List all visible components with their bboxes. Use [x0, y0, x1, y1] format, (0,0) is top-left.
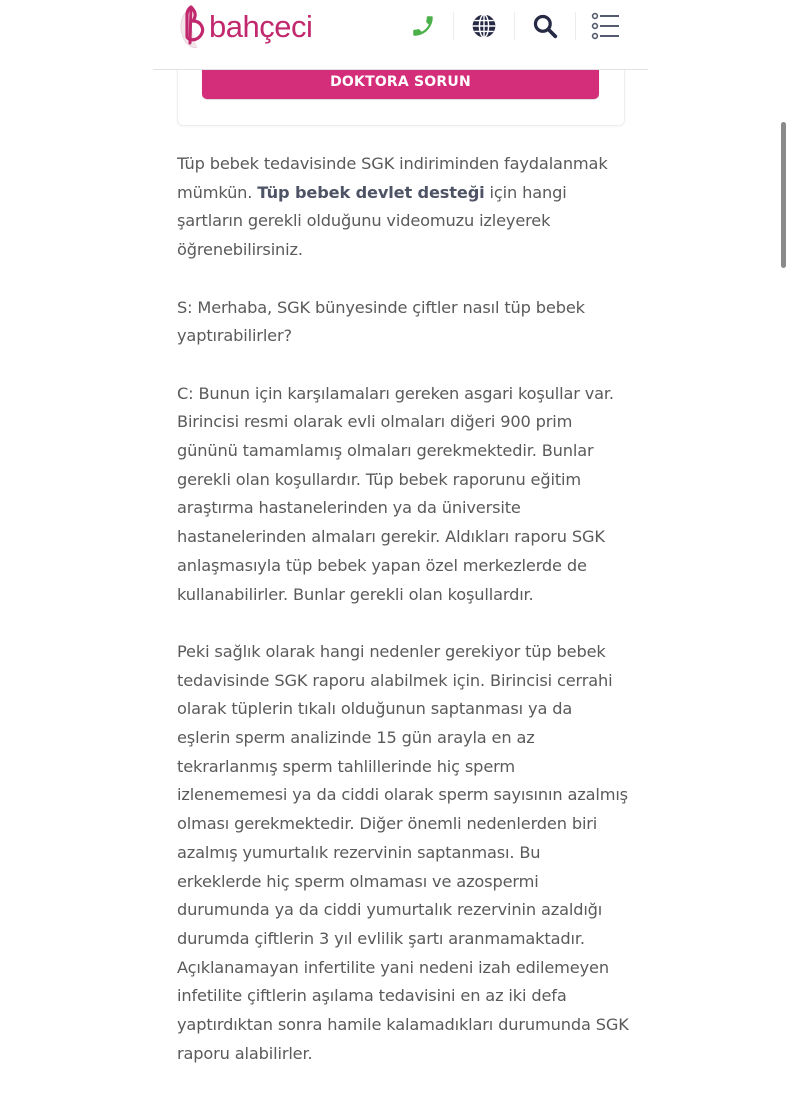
header-actions [403, 6, 626, 46]
phone-button[interactable] [403, 6, 443, 46]
article-paragraph: Peki sağlık olarak hangi nedenler gerekiyor tüp bebek tedavisinde SGK raporu alabilmek için. Birincisi cerrahi olarak tüplerin tıkalı olduğunun saptanması ya da eşlerin sperm analizinde 15 gün arayla en az tekrarlanmış sperm tahlillerinde hiç sperm izlenememesi ya da ciddi olarak sperm sayısının azalmış olması gerekmektedir. Diğer önemli nedenlerden biri azalmış yumurtalık rezervinin saptanması. Bu erkeklerde hiç sperm olmaması ve azospermi durumunda ya da ciddi yumurtalık rezervinin azaldığı durumda çiftlerin 3 yıl evlilik şartı aranmamaktadır. Açıklanamayan infertilite yani nedeni izah edilemeyen infetilite çiftlerin aşılama tedavisini en az iki defa yaptırdıktan sonra hamile kalamadıkları durumunda SGK raporu alabilirler. [177, 641, 629, 1063]
article-body [177, 150, 629, 1097]
paragraph-text: Tüp bebek tedavisinde SGK indiriminden faydalanmak mümkün. [177, 154, 608, 202]
divider [575, 12, 576, 40]
phone-icon [410, 13, 436, 39]
scrollbar-thumb[interactable] [781, 122, 786, 268]
globe-icon [471, 13, 497, 39]
divider [514, 12, 515, 40]
language-button[interactable] [464, 6, 504, 46]
ask-doctor-button[interactable]: DOKTORA SORUN [202, 60, 599, 99]
bahceci-logo-mark-icon [177, 3, 207, 51]
brand-logo[interactable] [177, 2, 312, 52]
site-header [153, 0, 648, 70]
search-button[interactable] [525, 6, 565, 46]
menu-button[interactable] [586, 6, 626, 46]
paragraph-text: için hangi şartların gerekli olduğunu videomuzu izleyerek öğrenebilirsiniz. [177, 182, 567, 260]
divider [453, 12, 454, 40]
answer-paragraph: C: Bunun için karşılamaları gereken asgari koşullar var. Birincisi resmi olarak evli olmaları diğeri 900 prim gününü tamamlamış olmaları gerekmektedir. Bunlar gerekli olan koşullardır. Tüp bebek raporunu eğitim araştırma hastanelerinden ya da üniversite hastanelerinden almaları gerekir. Aldıkları raporu SGK anlaşmasıyla tüp bebek yapan özel merkezlerde de kullanabilirler. Bunlar gerekli olan koşullardır. [177, 383, 614, 604]
tup-bebek-devlet-destegi-link[interactable]: Tüp bebek devlet desteği [257, 182, 485, 202]
menu-list-icon [591, 11, 621, 41]
article-paragraph [177, 150, 629, 265]
question-paragraph: S: Merhaba, SGK bünyesinde çiftler nasıl tüp bebek yaptırabilirler? [177, 297, 585, 346]
logo-text: bahçeci [209, 9, 313, 44]
search-icon [532, 13, 558, 39]
